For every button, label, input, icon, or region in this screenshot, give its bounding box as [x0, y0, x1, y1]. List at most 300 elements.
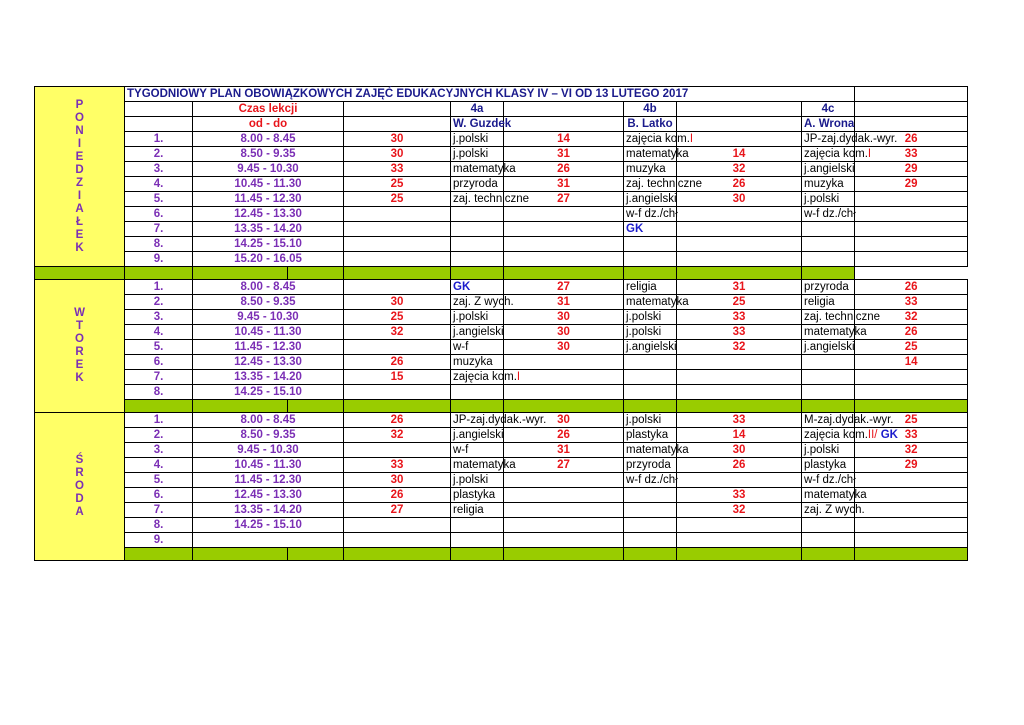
- lesson-time: 8.00 - 8.45: [193, 413, 344, 428]
- header-teacher-row: [35, 117, 968, 132]
- room-number: [677, 370, 802, 385]
- lesson-time: 11.45 - 12.30: [193, 340, 344, 355]
- lesson-number: 6.: [125, 488, 193, 503]
- header-od-do: od - do: [193, 117, 344, 132]
- subject-cell: [802, 222, 855, 237]
- room-number: 15: [344, 370, 451, 385]
- room-number: 14: [677, 147, 802, 162]
- lesson-number: 9.: [125, 533, 193, 548]
- subject-cell: j.angielski: [624, 192, 677, 207]
- lesson-row: [35, 428, 968, 443]
- day-letter: R: [75, 346, 84, 358]
- lesson-number: 5.: [125, 192, 193, 207]
- room-number: [677, 252, 802, 267]
- separator-cell: [504, 400, 624, 413]
- empty-cell: [504, 102, 624, 117]
- lesson-number: 5.: [125, 340, 193, 355]
- day-label-tuesday: [35, 280, 125, 413]
- room-number: [855, 385, 968, 400]
- room-number: [504, 533, 624, 548]
- day-letter: E: [75, 228, 84, 241]
- subject-cell: matematyka: [802, 325, 855, 340]
- subject-cell: zaj. Z wych.: [451, 295, 504, 310]
- lesson-row: [35, 237, 968, 252]
- room-number: 26: [344, 488, 451, 503]
- lesson-time: 8.50 - 9.35: [193, 147, 344, 162]
- subject-cell: zaj. techniczne: [451, 192, 504, 207]
- room-number: 26: [344, 355, 451, 370]
- room-number: 33: [677, 325, 802, 340]
- empty-cell: [677, 117, 802, 132]
- room-number: [677, 207, 802, 222]
- separator-cell: [344, 548, 451, 561]
- room-number: 30: [677, 192, 802, 207]
- room-number: 31: [504, 177, 624, 192]
- lesson-time: 8.50 - 9.35: [193, 295, 344, 310]
- day-letter: I: [77, 137, 82, 150]
- room-number: [855, 473, 968, 488]
- subject-cell: [624, 252, 677, 267]
- subject-cell: matematyka: [624, 147, 677, 162]
- room-number: [504, 488, 624, 503]
- separator-cell: [125, 400, 193, 413]
- separator-cell: [125, 267, 193, 280]
- subject-cell: j.polski: [624, 325, 677, 340]
- room-number: [504, 222, 624, 237]
- empty-cell: [125, 117, 193, 132]
- room-number: 27: [344, 503, 451, 518]
- subject-cell: j.polski: [451, 310, 504, 325]
- subject-cell: j.polski: [624, 413, 677, 428]
- separator-cell: [288, 548, 344, 561]
- room-number: [677, 518, 802, 533]
- lesson-row: [35, 518, 968, 533]
- subject-cell: plastyka: [802, 458, 855, 473]
- teacher-4c: A. Wrona: [802, 117, 855, 132]
- subject-cell: [802, 252, 855, 267]
- subject-cell: zaj. techniczne: [802, 310, 855, 325]
- subject-cell: j.angielski: [624, 340, 677, 355]
- group-suffix: II/: [867, 428, 881, 441]
- subject-cell: [451, 237, 504, 252]
- room-number: 29: [855, 458, 968, 473]
- subject-cell: j.polski: [451, 132, 504, 147]
- lesson-time: 9.45 - 10.30: [193, 443, 344, 458]
- room-number: 27: [504, 280, 624, 295]
- subject-cell: matematyka: [451, 458, 504, 473]
- subject-cell: [451, 207, 504, 222]
- subject-cell: j.polski: [802, 443, 855, 458]
- room-number: 30: [504, 325, 624, 340]
- subject-cell: M-zaj.dydak.-wyr.: [802, 413, 855, 428]
- group-suffix: I: [516, 370, 521, 383]
- room-number: [855, 533, 968, 548]
- room-number: [344, 385, 451, 400]
- subject-cell: [802, 237, 855, 252]
- room-number: 32: [855, 310, 968, 325]
- page-title: TYGODNIOWY PLAN OBOWIĄZKOWYCH ZAJĘĆ EDUKACYJNYCH KLASY IV – VI OD 13 LUTEGO 2017: [125, 87, 855, 102]
- subject-cell: plastyka: [624, 428, 677, 443]
- room-number: 33: [677, 310, 802, 325]
- subject-cell: zaj. Z wych.: [802, 503, 855, 518]
- subject-cell: religia: [624, 280, 677, 295]
- lesson-time: 14.25 - 15.10: [193, 385, 344, 400]
- day-letter: T: [75, 320, 84, 332]
- room-number: [344, 222, 451, 237]
- subject-cell: [802, 385, 855, 400]
- day-letter: N: [75, 124, 84, 137]
- day-letter: K: [75, 241, 84, 254]
- room-number: 32: [677, 162, 802, 177]
- lesson-number: 2.: [125, 295, 193, 310]
- lesson-number: 9.: [125, 252, 193, 267]
- lesson-number: 2.: [125, 428, 193, 443]
- separator-cell: [624, 267, 677, 280]
- lesson-row: [35, 370, 968, 385]
- room-number: 29: [855, 162, 968, 177]
- subject-cell: [624, 370, 677, 385]
- room-number: [504, 237, 624, 252]
- subject-cell: w-f: [451, 340, 504, 355]
- room-number: [855, 488, 968, 503]
- lesson-number: 1.: [125, 280, 193, 295]
- day-letter: R: [75, 467, 84, 479]
- gk-label: GK: [880, 428, 898, 441]
- room-number: [504, 385, 624, 400]
- subject-cell: w-f dz./chł: [624, 473, 677, 488]
- day-letter: E: [75, 150, 84, 163]
- gk-label: GK: [453, 280, 471, 293]
- subject-cell: w-f dz./chł: [802, 207, 855, 222]
- lesson-time: 14.25 - 15.10: [193, 237, 344, 252]
- room-number: 14: [504, 132, 624, 147]
- subject-cell: matematyka: [624, 295, 677, 310]
- lesson-row: [35, 473, 968, 488]
- room-number: 33: [677, 488, 802, 503]
- lesson-row: [35, 310, 968, 325]
- room-number: 25: [855, 340, 968, 355]
- subject-cell: [624, 518, 677, 533]
- room-number: [344, 533, 451, 548]
- room-number: [504, 370, 624, 385]
- day-letter: W: [74, 307, 85, 319]
- room-number: [855, 237, 968, 252]
- lesson-number: 6.: [125, 207, 193, 222]
- day-letter: A: [75, 506, 84, 518]
- separator-cell: [193, 267, 288, 280]
- subject-cell: religia: [802, 295, 855, 310]
- lesson-row: [35, 385, 968, 400]
- empty-cell: [855, 102, 968, 117]
- room-number: 30: [504, 340, 624, 355]
- day-letter: O: [75, 111, 84, 124]
- separator-cell: [802, 400, 855, 413]
- room-number: 26: [344, 413, 451, 428]
- room-number: [855, 503, 968, 518]
- lesson-row: [35, 162, 968, 177]
- lesson-number: 3.: [125, 162, 193, 177]
- lesson-row: [35, 533, 968, 548]
- room-number: [344, 207, 451, 222]
- gk-label: GK: [626, 222, 644, 235]
- room-number: 33: [344, 162, 451, 177]
- room-number: 27: [504, 192, 624, 207]
- subject-cell: zajęcia kom.II/ GK: [802, 428, 855, 443]
- day-separator: [35, 267, 968, 280]
- separator-cell: [677, 400, 802, 413]
- empty-cell: [855, 117, 968, 132]
- lesson-number: 1.: [125, 413, 193, 428]
- subject-cell: w-f dz./chł: [802, 473, 855, 488]
- subject-cell: przyroda: [451, 177, 504, 192]
- room-number: 31: [504, 147, 624, 162]
- room-number: [855, 192, 968, 207]
- lesson-time: 12.45 - 13.30: [193, 488, 344, 503]
- subject-cell: [451, 222, 504, 237]
- lesson-row: [35, 280, 968, 295]
- separator-cell: [451, 267, 504, 280]
- subject-cell: [451, 385, 504, 400]
- subject-cell: [624, 488, 677, 503]
- separator-cell: [344, 267, 451, 280]
- separator-cell: [35, 267, 125, 280]
- group-suffix: I: [867, 147, 872, 160]
- separator-cell: [504, 548, 624, 561]
- room-number: [677, 533, 802, 548]
- day-label-monday: [35, 87, 125, 267]
- room-number: 25: [344, 177, 451, 192]
- lesson-time: 15.20 - 16.05: [193, 252, 344, 267]
- room-number: [504, 355, 624, 370]
- subject-cell: j.polski: [802, 192, 855, 207]
- lesson-time: 8.00 - 8.45: [193, 132, 344, 147]
- subject-cell: matematyka: [624, 443, 677, 458]
- room-number: [344, 237, 451, 252]
- room-number: 32: [677, 340, 802, 355]
- subject-cell: j.polski: [451, 147, 504, 162]
- room-number: 30: [677, 443, 802, 458]
- subject-cell: [451, 518, 504, 533]
- lesson-row: [35, 503, 968, 518]
- room-number: 30: [344, 147, 451, 162]
- lesson-row: [35, 443, 968, 458]
- subject-cell: [624, 503, 677, 518]
- lesson-number: 8.: [125, 237, 193, 252]
- day-letter: K: [75, 372, 84, 384]
- empty-cell: [855, 87, 968, 102]
- title-row: [35, 87, 968, 102]
- subject-cell: [624, 355, 677, 370]
- room-number: 25: [855, 413, 968, 428]
- separator-cell: [855, 548, 968, 561]
- room-number: 30: [344, 295, 451, 310]
- empty-cell: [344, 102, 451, 117]
- lesson-number: 5.: [125, 473, 193, 488]
- separator-cell: [624, 548, 677, 561]
- lesson-row: [35, 340, 968, 355]
- lesson-number: 8.: [125, 385, 193, 400]
- lesson-number: 4.: [125, 458, 193, 473]
- room-number: 30: [344, 473, 451, 488]
- header-class-4a: 4a: [451, 102, 504, 117]
- room-number: 26: [855, 325, 968, 340]
- separator-cell: [451, 400, 504, 413]
- separator-cell: [344, 400, 451, 413]
- room-number: 31: [677, 280, 802, 295]
- subject-cell: [624, 237, 677, 252]
- room-number: [677, 237, 802, 252]
- day-label-wednesday: [35, 413, 125, 561]
- day-letter: I: [77, 189, 82, 202]
- room-number: [504, 252, 624, 267]
- subject-cell: zajęcia kom.I: [451, 370, 504, 385]
- lesson-number: 3.: [125, 443, 193, 458]
- room-number: 26: [855, 280, 968, 295]
- room-number: [344, 252, 451, 267]
- subject-cell: przyroda: [624, 458, 677, 473]
- room-number: 32: [344, 428, 451, 443]
- subject-cell: j.angielski: [802, 162, 855, 177]
- day-letter: P: [75, 98, 84, 111]
- teacher-4b: B. Latko: [624, 117, 677, 132]
- lesson-number: 7.: [125, 503, 193, 518]
- lesson-time: [193, 533, 344, 548]
- room-number: [855, 252, 968, 267]
- separator-cell: [288, 400, 344, 413]
- day-letter: D: [75, 493, 84, 505]
- day-letter: O: [75, 333, 84, 345]
- header-czas-lekcji: Czas lekcji: [193, 102, 344, 117]
- lesson-time: 10.45 - 11.30: [193, 325, 344, 340]
- subject-cell: [802, 370, 855, 385]
- subject-cell: [451, 280, 504, 295]
- room-number: 33: [855, 428, 968, 443]
- header-class-4b: 4b: [624, 102, 677, 117]
- separator-cell: [125, 548, 193, 561]
- lesson-row: [35, 458, 968, 473]
- lesson-time: 11.45 - 12.30: [193, 473, 344, 488]
- day-letter: O: [75, 480, 84, 492]
- subject-cell: [451, 252, 504, 267]
- lesson-row: [35, 413, 968, 428]
- room-number: [855, 222, 968, 237]
- subject-cell: [624, 385, 677, 400]
- lesson-number: 3.: [125, 310, 193, 325]
- subject-cell: matematyka: [802, 488, 855, 503]
- day-letter: A: [75, 202, 84, 215]
- lesson-time: 8.50 - 9.35: [193, 428, 344, 443]
- lesson-row: [35, 252, 968, 267]
- room-number: 33: [855, 295, 968, 310]
- room-number: [344, 443, 451, 458]
- empty-cell: [125, 102, 193, 117]
- subject-cell: zaj. techniczne: [624, 177, 677, 192]
- subject-cell: w-f dz./chł: [624, 207, 677, 222]
- lesson-number: 7.: [125, 370, 193, 385]
- room-number: [504, 473, 624, 488]
- room-number: [677, 132, 802, 147]
- room-number: 31: [504, 443, 624, 458]
- subject-cell: przyroda: [802, 280, 855, 295]
- lesson-time: 9.45 - 10.30: [193, 162, 344, 177]
- lesson-time: 12.45 - 13.30: [193, 207, 344, 222]
- room-number: [504, 518, 624, 533]
- room-number: 25: [677, 295, 802, 310]
- empty-cell: [344, 117, 451, 132]
- lesson-number: 6.: [125, 355, 193, 370]
- room-number: 26: [504, 162, 624, 177]
- room-number: [855, 370, 968, 385]
- room-number: 14: [855, 355, 968, 370]
- room-number: 26: [677, 458, 802, 473]
- separator-cell: [451, 548, 504, 561]
- separator-cell: [504, 267, 624, 280]
- lesson-time: 12.45 - 13.30: [193, 355, 344, 370]
- room-number: 33: [855, 147, 968, 162]
- subject-cell: JP-zaj.dydak.-wyr.: [802, 132, 855, 147]
- day-letter: D: [75, 163, 84, 176]
- subject-cell: [451, 533, 504, 548]
- subject-cell: JP-zaj.dydak.-wyr.: [451, 413, 504, 428]
- room-number: 32: [344, 325, 451, 340]
- lesson-time: 8.00 - 8.45: [193, 280, 344, 295]
- lesson-row: [35, 325, 968, 340]
- room-number: 33: [344, 458, 451, 473]
- lesson-time: 13.35 - 14.20: [193, 222, 344, 237]
- separator-cell: [193, 548, 288, 561]
- lesson-time: 13.35 - 14.20: [193, 503, 344, 518]
- room-number: [504, 503, 624, 518]
- empty-cell: [677, 102, 802, 117]
- header-class-row: [35, 102, 968, 117]
- lesson-time: 9.45 - 10.30: [193, 310, 344, 325]
- room-number: 30: [504, 413, 624, 428]
- room-number: 25: [344, 310, 451, 325]
- room-number: 27: [504, 458, 624, 473]
- lesson-row: [35, 132, 968, 147]
- room-number: 26: [855, 132, 968, 147]
- room-number: 14: [677, 428, 802, 443]
- lesson-row: [35, 488, 968, 503]
- room-number: [677, 385, 802, 400]
- lesson-number: 4.: [125, 325, 193, 340]
- room-number: [677, 473, 802, 488]
- timetable-body: [35, 87, 968, 561]
- room-number: 29: [855, 177, 968, 192]
- lesson-number: 4.: [125, 177, 193, 192]
- lesson-number: 7.: [125, 222, 193, 237]
- room-number: 30: [344, 132, 451, 147]
- room-number: [344, 280, 451, 295]
- lesson-row: [35, 295, 968, 310]
- subject-cell: zajęcia kom.I: [624, 132, 677, 147]
- empty-cell: [504, 117, 624, 132]
- separator-cell: [624, 400, 677, 413]
- subject-cell: plastyka: [451, 488, 504, 503]
- day-letter: Ś: [75, 454, 84, 466]
- room-number: [677, 355, 802, 370]
- subject-cell: j.polski: [624, 310, 677, 325]
- room-number: 25: [344, 192, 451, 207]
- room-number: [855, 518, 968, 533]
- subject-cell: matematyka: [451, 162, 504, 177]
- separator-cell: [855, 400, 968, 413]
- teacher-4a: W. Guzdek: [451, 117, 504, 132]
- lesson-row: [35, 355, 968, 370]
- lesson-row: [35, 207, 968, 222]
- lesson-time: 14.25 - 15.10: [193, 518, 344, 533]
- subject-cell: zajęcia kom.I: [802, 147, 855, 162]
